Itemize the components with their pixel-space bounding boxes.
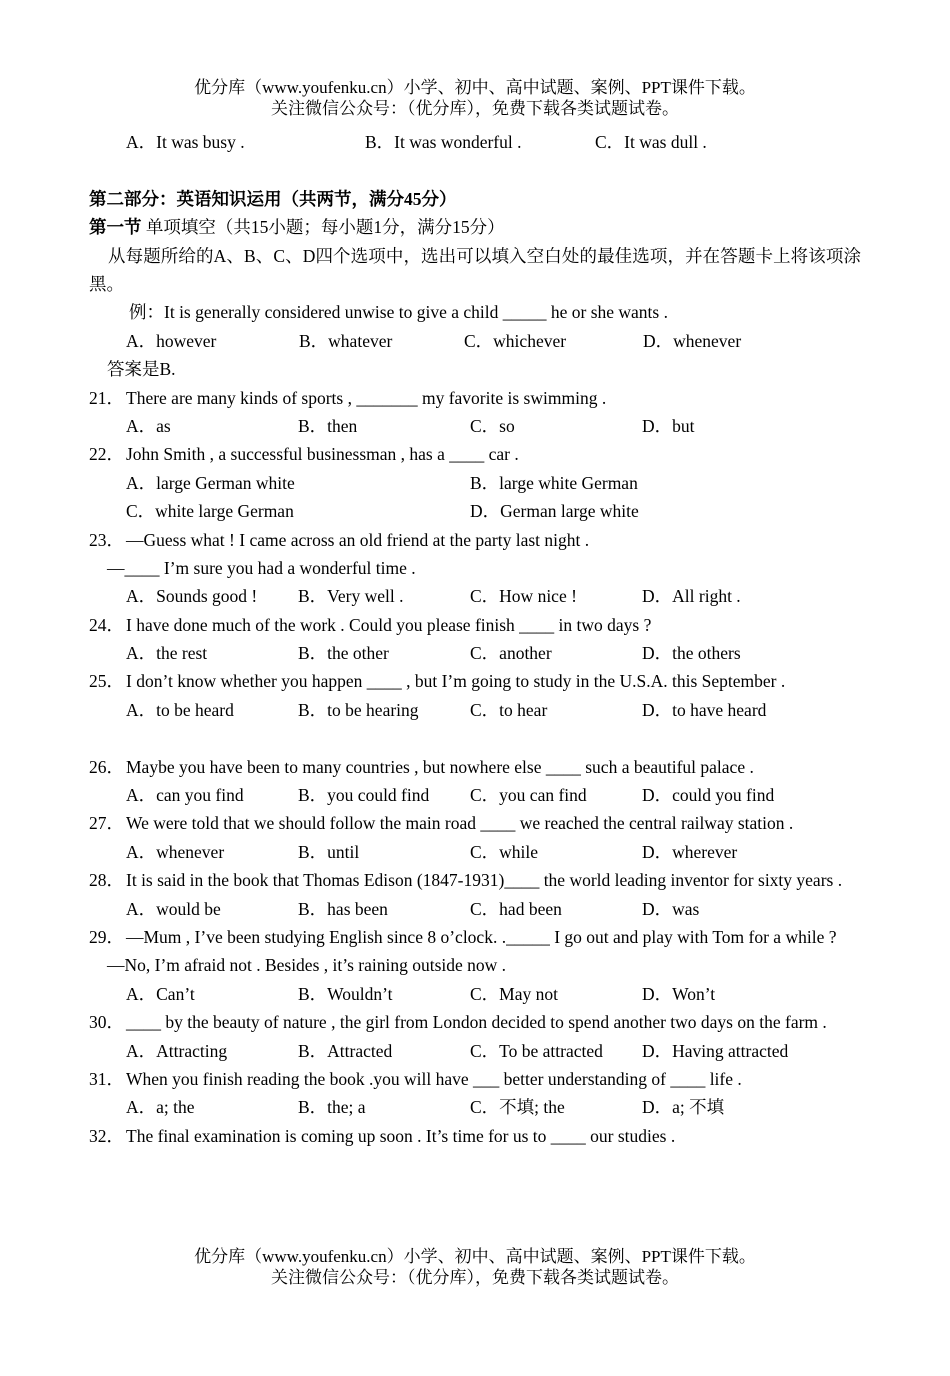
- option-c: C．you can find: [470, 785, 587, 806]
- option-d: D．wherever: [642, 841, 738, 862]
- dialogue-reply: —No, I’m afraid not . Besides , it’s raining outside now .: [107, 955, 507, 976]
- question-number: 27．: [89, 813, 124, 834]
- option-c: C．another: [470, 643, 552, 664]
- question-23-options: [89, 582, 861, 610]
- option-b: B．the other: [298, 643, 389, 664]
- option-d: D．German large white: [470, 501, 639, 522]
- option-a: A．Can’t: [126, 983, 195, 1004]
- question-21-options: [89, 412, 861, 440]
- question-stem: It is said in the book that Thomas Edison (1847-1931)____ the world leading inventor for sixty years .: [126, 870, 843, 891]
- page-header: [0, 77, 950, 119]
- question-29-options: [89, 980, 861, 1008]
- option-a: A．a; the: [126, 1097, 195, 1118]
- question-21: [89, 384, 861, 412]
- question-29: [89, 923, 861, 951]
- question-number: 30．: [89, 1012, 124, 1033]
- option-b: B．then: [298, 415, 358, 436]
- example-stem-row: [89, 298, 861, 326]
- question-stem: —Guess what ! I came across an old friend at the party last night .: [126, 529, 590, 550]
- option-b: B．Wouldn’t: [298, 983, 393, 1004]
- exam-content: [89, 128, 861, 1150]
- question-22-options-ab: [89, 469, 861, 497]
- question-23: [89, 526, 861, 554]
- section1-title: 单项填空（共15小题；每小题1分，满分15分）: [145, 217, 505, 238]
- example-option-a: A．however: [126, 330, 217, 351]
- example-option-c: C．whichever: [464, 330, 567, 351]
- example-answer: 答案是B.: [107, 359, 176, 380]
- question-30-options: [89, 1037, 861, 1065]
- option-a: A．large German white: [126, 472, 295, 493]
- question-26-options: [89, 781, 861, 809]
- option-d: D．All right .: [642, 586, 741, 607]
- header-line-1: 优分库（www.youfenku.cn）小学、初中、高中试题、案例、PPT课件下载。: [194, 78, 756, 97]
- example-option-d: D．whenever: [643, 330, 742, 351]
- part2-title: 第二部分：英语知识运用（共两节，满分45分）: [89, 188, 457, 209]
- question-number: 26．: [89, 756, 124, 777]
- question-stem: There are many kinds of sports , _______ my favorite is swimming .: [126, 387, 607, 408]
- question-stem: ____ by the beauty of nature , the girl from London decided to spend another two days on the farm .: [126, 1012, 827, 1033]
- question-28: [89, 866, 861, 894]
- option-a: A．the rest: [126, 643, 208, 664]
- example-stem: 例：It is generally considered unwise to give a child _____ he or she wants .: [129, 302, 668, 323]
- question-31: [89, 1065, 861, 1093]
- option-d: D．Won’t: [642, 983, 716, 1004]
- question-28-options: [89, 895, 861, 923]
- question-29-reply: [89, 951, 861, 979]
- option-b: B．large white German: [470, 472, 638, 493]
- option-c: C．to hear: [470, 699, 548, 720]
- question-23-reply: [89, 554, 861, 582]
- question-stem: When you finish reading the book .you will have ___ better understanding of ____ life .: [126, 1068, 742, 1089]
- option-a: A．would be: [126, 898, 221, 919]
- question-22-options-cd: [89, 497, 861, 525]
- option-b: B．you could find: [298, 785, 430, 806]
- option-c: C．不填; the: [470, 1097, 565, 1118]
- spacer: [89, 156, 861, 184]
- option-c: C．white large German: [126, 501, 294, 522]
- question-24: [89, 611, 861, 639]
- question-number: 29．: [89, 926, 124, 947]
- option-a: A．can you find: [126, 785, 244, 806]
- option-d: D．but: [642, 415, 695, 436]
- question-number: 22．: [89, 444, 124, 465]
- option-d: D．to have heard: [642, 699, 767, 720]
- question-30: [89, 1008, 861, 1036]
- question-number: 32．: [89, 1125, 124, 1146]
- footer-line-1: 优分库（www.youfenku.cn）小学、初中、高中试题、案例、PPT课件下载。: [194, 1247, 756, 1266]
- option-d: D．a; 不填: [642, 1097, 725, 1118]
- question-number: 28．: [89, 870, 124, 891]
- option-c: C．while: [470, 841, 539, 862]
- example-options: [89, 327, 861, 355]
- option-a: A．to be heard: [126, 699, 234, 720]
- question-number: 25．: [89, 671, 124, 692]
- option-d: D．could you find: [642, 785, 775, 806]
- question-27: [89, 809, 861, 837]
- question-number: 21．: [89, 387, 124, 408]
- section1-label: 第一节: [89, 217, 142, 238]
- question-22: [89, 440, 861, 468]
- option-b: B．the; a: [298, 1097, 366, 1118]
- page-footer: [0, 1246, 950, 1288]
- question-32: [89, 1122, 861, 1150]
- option-c: C．had been: [470, 898, 562, 919]
- header-line-2: 关注微信公众号：（优分库），免费下载各类试题试卷。: [271, 99, 679, 118]
- question-stem: Maybe you have been to many countries , but nowhere else ____ such a beautiful palace .: [126, 756, 754, 777]
- question-stem: John Smith , a successful businessman , has a ____ car .: [126, 444, 519, 465]
- question-25-options: [89, 696, 861, 724]
- option-a: A．whenever: [126, 841, 225, 862]
- question-stem: We were told that we should follow the main road ____ we reached the central railway station .: [126, 813, 794, 834]
- dialogue-reply: —____ I’m sure you had a wonderful time .: [107, 557, 416, 578]
- option-b: B．to be hearing: [298, 699, 419, 720]
- question-25: [89, 667, 861, 695]
- question-31-options: [89, 1093, 861, 1121]
- question-stem: I have done much of the work . Could you please finish ____ in two days ?: [126, 614, 652, 635]
- question-stem: —Mum , I’ve been studying English since 8 o’clock. ._____ I go out and play with Tom for a while ?: [126, 926, 837, 947]
- option-a: A．Sounds good !: [126, 586, 258, 607]
- question-number: 23．: [89, 529, 124, 550]
- option-c: C．How nice !: [470, 586, 577, 607]
- question-27-options: [89, 838, 861, 866]
- question-stem: The final examination is coming up soon . It’s time for us to ____ our studies .: [126, 1125, 676, 1146]
- option-a: A．Attracting: [126, 1040, 228, 1061]
- example-option-b: B．whatever: [299, 330, 393, 351]
- prev-option-a: A．It was busy .: [126, 132, 245, 152]
- option-c: C．To be attracted: [470, 1040, 603, 1061]
- question-26: [89, 753, 861, 781]
- option-d: D．was: [642, 898, 700, 919]
- question-number: 31．: [89, 1068, 124, 1089]
- option-c: C．May not: [470, 983, 558, 1004]
- instructions: 从每题所给的A、B、C、D四个选项中，选出可以填入空白处的最佳选项，并在答题卡上将该项涂黑。: [89, 245, 861, 294]
- option-b: B．until: [298, 841, 360, 862]
- question-number: 24．: [89, 614, 124, 635]
- example-answer-row: [89, 355, 861, 383]
- prev-question-options: [89, 128, 861, 156]
- question-24-options: [89, 639, 861, 667]
- question-stem: I don’t know whether you happen ____ , but I’m going to study in the U.S.A. this September .: [126, 671, 786, 692]
- option-b: B．Very well .: [298, 586, 404, 607]
- option-b: B．Attracted: [298, 1040, 393, 1061]
- option-b: B．has been: [298, 898, 388, 919]
- spacer: [89, 724, 861, 752]
- option-d: D．Having attracted: [642, 1040, 789, 1061]
- section1-heading: [89, 213, 861, 241]
- footer-line-2: 关注微信公众号：（优分库），免费下载各类试题试卷。: [271, 1268, 679, 1287]
- option-d: D．the others: [642, 643, 741, 664]
- prev-option-c: C．It was dull .: [595, 132, 707, 152]
- option-a: A．as: [126, 415, 171, 436]
- option-c: C．so: [470, 415, 515, 436]
- prev-option-b: B．It was wonderful .: [365, 132, 522, 152]
